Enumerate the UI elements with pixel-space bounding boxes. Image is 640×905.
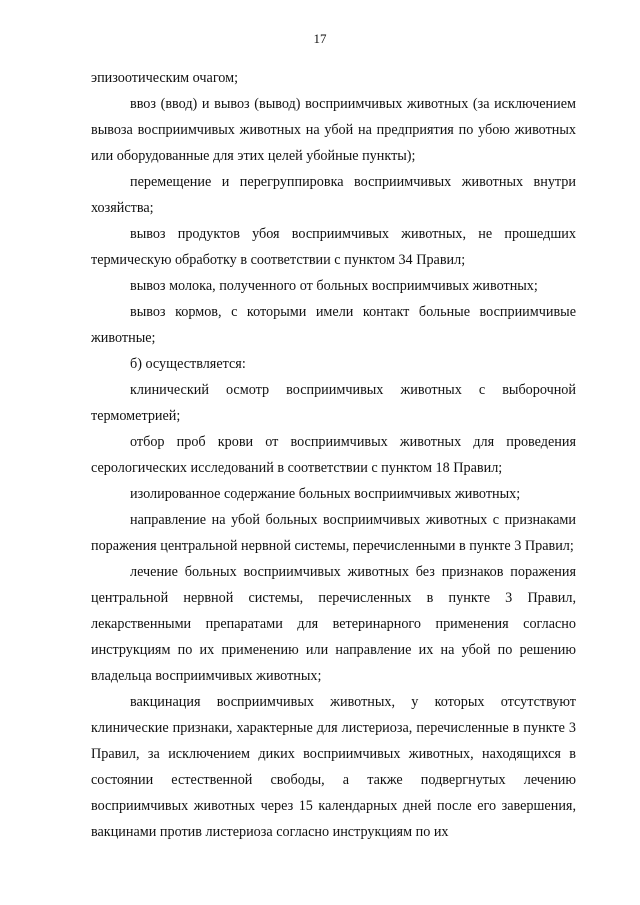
paragraph-treatment: лечение больных восприимчивых животных без признаков поражения центральной нервной системы, перечисленных в пункте 3 Правил, лекарственными препаратами для ветеринарного применения согласно инструкциям по их применению или направление их на убой по решению владельца восприимчивых животных; xyxy=(91,564,576,684)
paragraph-milk: вывоз молока, полученного от больных восприимчивых животных; xyxy=(130,278,538,294)
paragraph-continuation: эпизоотическим очагом; xyxy=(91,70,239,86)
paragraph-isolation: изолированное содержание больных восприимчивых животных; xyxy=(130,486,521,502)
paragraph-slaughter-referral: направление на убой больных восприимчивых животных с признаками поражения центральной нервной системы, перечисленными в пункте 3 Правил; xyxy=(91,512,576,554)
paragraph-movement: перемещение и перегруппировка восприимчивых животных внутри хозяйства; xyxy=(91,174,576,216)
page-number: 17 xyxy=(313,31,327,46)
document-body xyxy=(91,65,576,845)
paragraph-feed: вывоз кормов, с которыми имели контакт больные восприимчивые животные; xyxy=(91,304,576,346)
paragraph-slaughter-products: вывоз продуктов убоя восприимчивых животных, не прошедших термическую обработку в соответствии с пунктом 34 Правил; xyxy=(91,226,576,268)
paragraph-vaccination: вакцинация восприимчивых животных, у которых отсутствуют клинические признаки, характерные для листериоза, перечисленные в пункте 3 Правил, за исключением диких восприимчивых животных, находящихся в состоянии естественной свободы, а также подвергнутых лечению восприимчивых животных через 15 календарных дней после его завершения, вакцинами против листериоза согласно инструкциям по их xyxy=(91,694,576,840)
paragraph-subheading-b: б) осуществляется: xyxy=(130,356,246,372)
paragraph-import-export: ввоз (ввод) и вывоз (вывод) восприимчивых животных (за исключением вывоза восприимчивых животных на убой на предприятия по убою животных или оборудованные для этих целей убойные пункты); xyxy=(91,96,576,164)
paragraph-clinical-exam: клинический осмотр восприимчивых животных с выборочной термометрией; xyxy=(91,382,576,424)
paragraph-blood-samples: отбор проб крови от восприимчивых животных для проведения серологических исследований в соответствии с пунктом 18 Правил; xyxy=(91,434,576,476)
